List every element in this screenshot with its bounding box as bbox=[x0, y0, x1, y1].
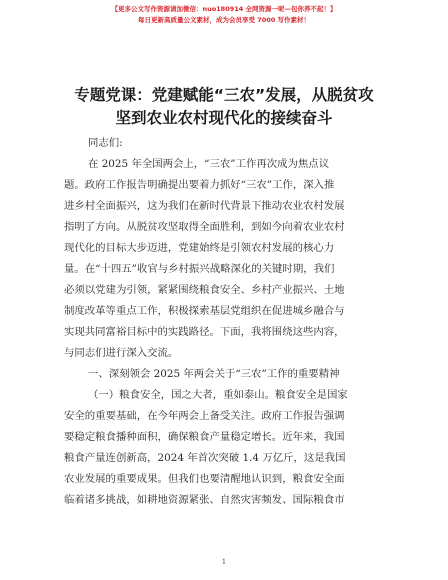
paragraph-line: 粮食产量连创新高，2024 年首次突破 1.4 万亿斤，这是我国 bbox=[64, 452, 346, 464]
document-body bbox=[64, 133, 390, 511]
paragraph-line: 要稳定粮食播种面积，确保粮食产量稳定增长。近年来，我国 bbox=[64, 431, 345, 443]
promo-line-1: 【更多公文写作资源请加微信：nuo180914 全网资源一呢—包你养不起！】 bbox=[111, 5, 337, 13]
paragraph-line: 制度改革等重点工作，积极探索基层党组织在促进城乡融合与 bbox=[64, 305, 345, 317]
paragraph-line: 实现共同富裕目标中的实践路径。下面，我将围绕这些内容， bbox=[64, 326, 345, 338]
paragraph-line: 指明了方向。从脱贫攻坚取得全面胜利，到如今向着农业农村 bbox=[64, 221, 345, 233]
paragraph-line: 临着诸多挑战，如耕地资源紧张、自然灾害频发、国际粮食市 bbox=[64, 494, 345, 506]
greeting: 同志们: bbox=[88, 137, 123, 149]
paragraph-line: （一）粮食安全，国之大者，重如泰山。粮食安全是国家 bbox=[88, 389, 348, 401]
paragraph-line: 农业发展的重要成果。但我们也要清醒地认识到，粮食安全面 bbox=[64, 473, 345, 485]
promo-banner bbox=[0, 4, 448, 26]
paragraph-line: 量。在“十四五”收官与乡村振兴战略深化的关键时期，我们 bbox=[64, 263, 335, 275]
title-line-1: 专题党课：党建赋能“三农”发展，从脱贫攻 bbox=[74, 86, 374, 104]
paragraph-line: 在 2025 年全国两会上，“三农”工作再次成为焦点议 bbox=[88, 158, 330, 170]
title-line-2: 坚到农业农村现代化的接续奋斗 bbox=[115, 109, 333, 127]
page-number: 1 bbox=[221, 558, 227, 566]
section-heading: 一、深刻领会 2025 年两会关于“三农”工作的重要精神 bbox=[88, 368, 340, 380]
paragraph-line: 现代化的目标大步迈进，党建始终是引领农村发展的核心力 bbox=[64, 242, 335, 254]
paragraph-line: 必须以党建为引领，紧紧围绕粮食安全、乡村产业振兴、土地 bbox=[64, 284, 345, 296]
document-title bbox=[0, 84, 448, 130]
paragraph-line: 与同志们进行深入交流。 bbox=[64, 347, 179, 359]
promo-line-2: 每日更新高质量公文素材，成为会员享受 7000 写作素材！ bbox=[137, 16, 311, 24]
paragraph-line: 安全的重要基础，在今年两会上备受关注。政府工作报告强调 bbox=[64, 410, 345, 422]
paragraph-line: 进乡村全面振兴，这为我们在新时代背景下推动农业农村发展 bbox=[64, 200, 345, 212]
paragraph-line: 题。政府工作报告明确提出要着力抓好“三农”工作，深入推 bbox=[64, 179, 335, 191]
